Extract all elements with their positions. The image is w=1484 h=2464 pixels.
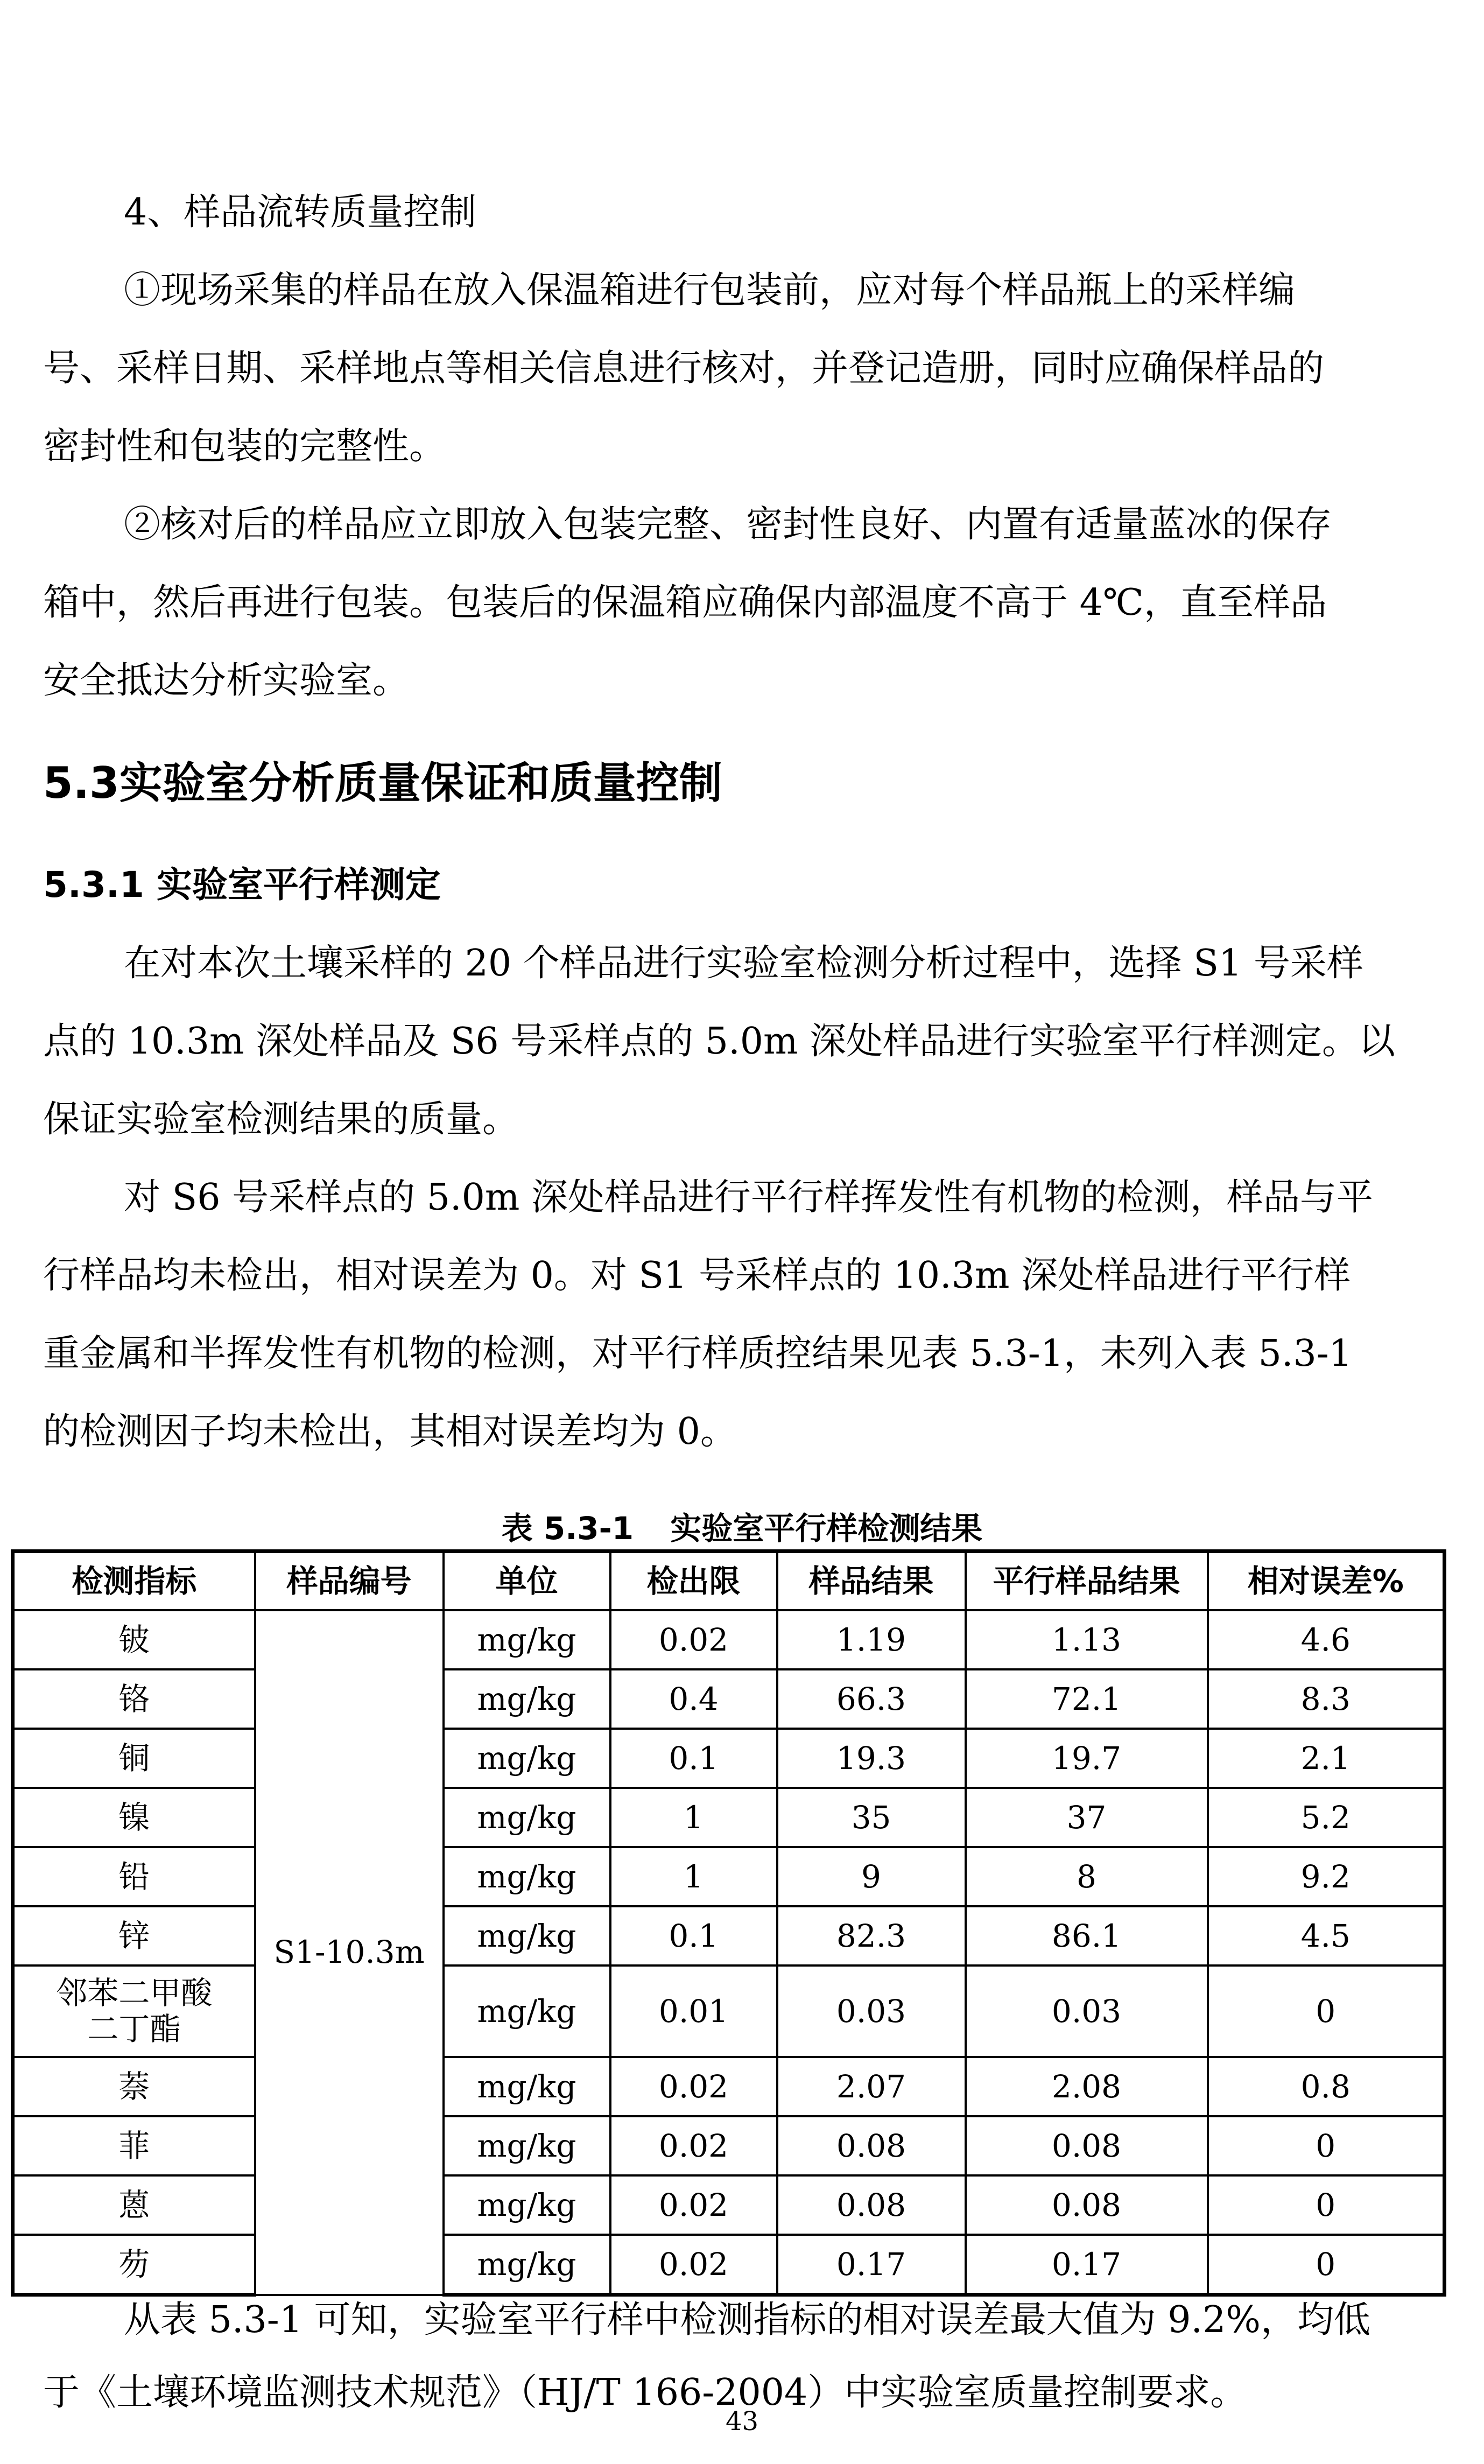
table-row	[13, 1906, 1445, 1965]
table-row	[13, 1669, 1445, 1729]
cell-parallel: 8	[966, 1847, 1208, 1906]
paragraph-line: 从表 5.3-1 可知，实验室平行样中检测指标的相对误差最大值为 9.2%，均低	[124, 2299, 1370, 2341]
header-result: 样品结果	[777, 1552, 966, 1611]
paragraph-line: 安全抵达分析实验室。	[43, 659, 410, 702]
cell-parallel: 19.7	[966, 1729, 1208, 1788]
cell-unit: mg/kg	[444, 2175, 610, 2235]
cell-result: 0.08	[777, 2116, 966, 2175]
cell-indicator: 菲	[13, 2116, 255, 2175]
parallel-sample-table	[11, 1549, 1446, 2297]
paragraph-line: 密封性和包装的完整性。	[43, 425, 446, 468]
cell-parallel: 86.1	[966, 1906, 1208, 1965]
cell-error: 0	[1208, 1965, 1445, 2057]
table-row	[13, 1847, 1445, 1906]
cell-indicator: 铍	[13, 1610, 255, 1669]
cell-indicator-line1: 邻苯二甲酸	[56, 1975, 213, 2012]
paragraph-line: 点的 10.3m 深处样品及 S6 号采样点的 5.0m 深处样品进行实验室平行样测定。以	[43, 1020, 1396, 1063]
cell-error: 9.2	[1208, 1847, 1445, 1906]
header-limit: 检出限	[610, 1552, 777, 1611]
paragraph-line: 的检测因子均未检出，其相对误差均为 0。	[43, 1410, 737, 1453]
cell-indicator: 锌	[13, 1906, 255, 1965]
cell-parallel: 1.13	[966, 1610, 1208, 1669]
cell-result: 2.07	[777, 2057, 966, 2116]
cell-unit: mg/kg	[444, 1669, 610, 1729]
cell-indicator-line2: 二丁酯	[87, 2011, 181, 2047]
cell-unit: mg/kg	[444, 1965, 610, 2057]
paragraph-line: 行样品均未检出，相对误差为 0。对 S1 号采样点的 10.3m 深处样品进行平行样	[43, 1254, 1351, 1297]
cell-error: 2.1	[1208, 1729, 1445, 1788]
cell-error: 8.3	[1208, 1669, 1445, 1729]
cell-unit: mg/kg	[444, 1788, 610, 1847]
table-header-row	[13, 1552, 1445, 1611]
cell-error: 0	[1208, 2235, 1445, 2295]
cell-unit: mg/kg	[444, 2235, 610, 2295]
cell-unit: mg/kg	[444, 2116, 610, 2175]
table-row	[13, 2116, 1445, 2175]
cell-result: 35	[777, 1788, 966, 1847]
paragraph-line: 重金属和半挥发性有机物的检测，对平行样质控结果见表 5.3-1，未列入表 5.3-1	[43, 1332, 1352, 1375]
paragraph-line: 对 S6 号采样点的 5.0m 深处样品进行平行样挥发性有机物的检测，样品与平	[124, 1176, 1373, 1219]
paragraph-line: 保证实验室检测结果的质量。	[43, 1098, 519, 1141]
cell-limit: 0.1	[610, 1729, 777, 1788]
cell-indicator: 铅	[13, 1847, 255, 1906]
table-caption	[0, 1503, 1484, 1548]
header-parallel: 平行样品结果	[966, 1552, 1208, 1611]
cell-limit: 0.02	[610, 1610, 777, 1669]
cell-parallel: 72.1	[966, 1669, 1208, 1729]
cell-error: 4.5	[1208, 1906, 1445, 1965]
cell-sample-id: S1-10.3m	[255, 1610, 444, 2295]
paragraph-line: 箱中，然后再进行包装。包装后的保温箱应确保内部温度不高于 4℃，直至样品	[43, 581, 1327, 624]
cell-result: 66.3	[777, 1669, 966, 1729]
cell-parallel: 0.17	[966, 2235, 1208, 2295]
cell-indicator: 芴	[13, 2235, 255, 2295]
paragraph-line: ②核对后的样品应立即放入包装完整、密封性良好、内置有适量蓝冰的保存	[124, 503, 1332, 546]
cell-limit: 0.02	[610, 2116, 777, 2175]
table-row	[13, 1965, 1445, 2057]
cell-parallel: 2.08	[966, 2057, 1208, 2116]
header-unit: 单位	[444, 1552, 610, 1611]
table-row	[13, 2175, 1445, 2235]
page-number: 43	[725, 2406, 759, 2437]
cell-unit: mg/kg	[444, 2057, 610, 2116]
table-row	[13, 1788, 1445, 1847]
cell-result: 82.3	[777, 1906, 966, 1965]
paragraph-line: ①现场采集的样品在放入保温箱进行包装前，应对每个样品瓶上的采样编	[124, 269, 1296, 312]
cell-result: 0.17	[777, 2235, 966, 2295]
paragraph-line: 于《土壤环境监测技术规范》（HJ/T 166-2004）中实验室质量控制要求。	[43, 2371, 1247, 2414]
cell-parallel: 0.08	[966, 2175, 1208, 2235]
header-indicator: 检测指标	[13, 1552, 255, 1611]
cell-parallel: 0.03	[966, 1965, 1208, 2057]
cell-limit: 1	[610, 1788, 777, 1847]
table-row	[13, 2235, 1445, 2295]
cell-indicator: 铬	[13, 1669, 255, 1729]
cell-indicator	[13, 1965, 255, 2057]
cell-result: 1.19	[777, 1610, 966, 1669]
table-caption-number: 表 5.3-1	[501, 1510, 634, 1547]
cell-error: 5.2	[1208, 1788, 1445, 1847]
table-caption-title: 实验室平行样检测结果	[670, 1510, 983, 1547]
section-4-title: 4、样品流转质量控制	[124, 191, 477, 234]
cell-result: 19.3	[777, 1729, 966, 1788]
cell-unit: mg/kg	[444, 1729, 610, 1788]
cell-indicator: 蒽	[13, 2175, 255, 2235]
header-sample-id: 样品编号	[255, 1552, 444, 1611]
cell-limit: 0.02	[610, 2057, 777, 2116]
cell-limit: 0.1	[610, 1906, 777, 1965]
cell-indicator: 萘	[13, 2057, 255, 2116]
cell-result: 0.08	[777, 2175, 966, 2235]
cell-limit: 0.02	[610, 2235, 777, 2295]
cell-result: 0.03	[777, 1965, 966, 2057]
cell-unit: mg/kg	[444, 1847, 610, 1906]
cell-error: 4.6	[1208, 1610, 1445, 1669]
paragraph-line: 号、采样日期、采样地点等相关信息进行核对，并登记造册，同时应确保样品的	[43, 347, 1325, 390]
cell-parallel: 0.08	[966, 2116, 1208, 2175]
table-row	[13, 1610, 1445, 1669]
cell-indicator: 铜	[13, 1729, 255, 1788]
cell-limit: 0.4	[610, 1669, 777, 1729]
cell-parallel: 37	[966, 1788, 1208, 1847]
cell-error: 0	[1208, 2116, 1445, 2175]
cell-result: 9	[777, 1847, 966, 1906]
header-error: 相对误差%	[1208, 1552, 1445, 1611]
paragraph-line: 在对本次土壤采样的 20 个样品进行实验室检测分析过程中，选择 S1 号采样	[124, 942, 1363, 985]
cell-limit: 1	[610, 1847, 777, 1906]
table-row	[13, 1729, 1445, 1788]
table-row	[13, 2057, 1445, 2116]
cell-unit: mg/kg	[444, 1610, 610, 1669]
cell-error: 0.8	[1208, 2057, 1445, 2116]
cell-indicator: 镍	[13, 1788, 255, 1847]
cell-error: 0	[1208, 2175, 1445, 2235]
subsection-heading: 5.3.1 实验室平行样测定	[43, 864, 441, 905]
section-heading: 5.3实验室分析质量保证和质量控制	[43, 758, 722, 808]
cell-limit: 0.02	[610, 2175, 777, 2235]
cell-unit: mg/kg	[444, 1906, 610, 1965]
cell-limit: 0.01	[610, 1965, 777, 2057]
